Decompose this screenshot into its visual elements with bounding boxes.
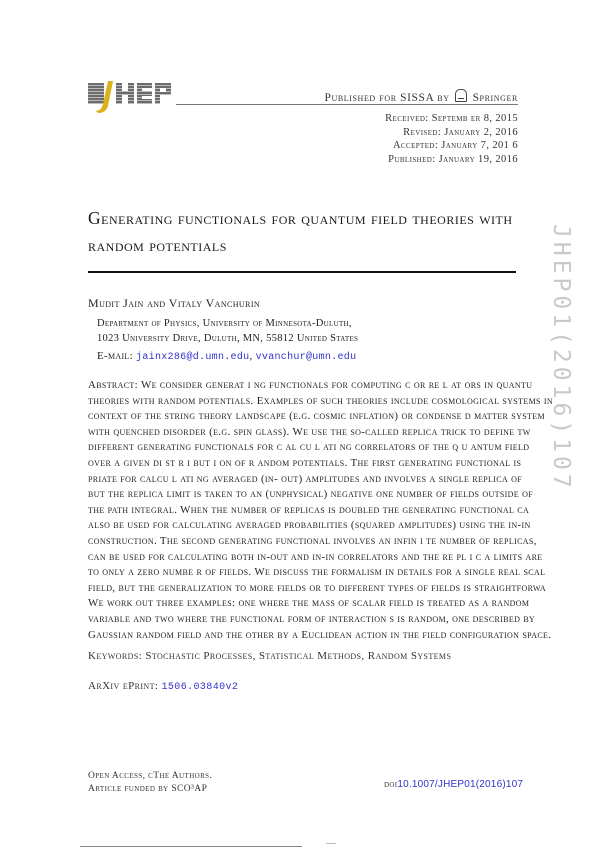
date-revised	[385, 126, 518, 140]
date-value: Septemb er 8, 2015	[431, 113, 518, 124]
header-rule	[176, 104, 518, 105]
keywords-label: Keywords:	[88, 650, 143, 662]
date-label: Published:	[388, 153, 436, 165]
doi-label: doi	[384, 780, 398, 790]
publication-dates	[385, 112, 518, 166]
email-link-2[interactable]: vvanchur@umn.edu	[255, 352, 357, 363]
date-label: Revised:	[403, 126, 442, 138]
date-value: January 19, 2016	[438, 153, 518, 165]
published-for-text: Published for SISSA by	[324, 92, 450, 104]
affiliation	[97, 316, 358, 346]
funded-by-text: Article funded by SCO³AP	[88, 783, 208, 794]
abstract-line: context of the string theory landscape (e.g. cosmic inflation) or condense d matter system	[88, 410, 545, 423]
side-watermark: JHEP01(2016)107	[548, 224, 574, 492]
abstract-line: also be used for calculating averaged probabilities (squared amplitudes) using the in-in	[88, 519, 531, 532]
doi-link[interactable]: 10.1007/JHEP01(2016)107	[397, 779, 524, 790]
abstract-line	[88, 378, 600, 394]
email-separator: ,	[249, 350, 253, 362]
title-rule	[88, 271, 516, 273]
keywords-value: Stochastic Processes, Statistical Methods, Random Systems	[145, 650, 452, 662]
jhep-logo	[88, 80, 174, 118]
open-access-note	[88, 770, 212, 795]
springer-horse-icon	[455, 89, 467, 102]
affiliation-line-2: 1023 University Drive, Duluth, MN, 55812 United States	[97, 333, 359, 344]
date-value: January 2, 2016	[444, 126, 518, 138]
abstract-line: variable and two where the functional form of interaction s is random, one described by	[88, 612, 536, 625]
date-label: Accepted:	[392, 140, 439, 152]
footer-rule	[80, 846, 302, 847]
abstract-line: with quenched disorder (e.g. spin glass). We use the so-called replica trick to define tw	[88, 425, 531, 438]
open-access-text: Open Access, cThe Authors.	[88, 771, 213, 781]
abstract-line: the path integral. When the number of replicas is doubled the generating functional ca	[88, 503, 530, 516]
abstract-line: different generating functionals for c al cu l ati ng correlators of the q u antum field	[88, 441, 530, 454]
title-line-2: random potentials	[88, 235, 227, 255]
affiliation-line-1: Department of Physics, University of Minnesota-Duluth,	[97, 318, 352, 329]
date-value: January 7, 201 6	[441, 140, 518, 152]
date-received	[385, 112, 518, 126]
abstract-text: We consider generat i ng functionals for computing c or re l at ors in quantu	[140, 379, 533, 391]
email-block	[97, 350, 356, 363]
arxiv-link[interactable]: 1506.03840v2	[161, 682, 239, 693]
date-published	[385, 153, 518, 167]
title-line-1: Generating functionals for quantum field theories with	[88, 208, 513, 228]
doi	[384, 779, 523, 790]
abstract-line: construction. The second generating functional involves an infin i te number of replicas,	[88, 534, 537, 547]
abstract-line: over a given di st r i but i on of r andom potentials. The first generating functional is	[88, 456, 522, 469]
abstract-line: can be used for calculating both in-out and in-in correlators and the re pl i c a limits are	[88, 550, 543, 563]
abstract-line: Gaussian random field and the other by a Euclidean action in the field configuration space.	[88, 628, 552, 641]
date-label: Received:	[385, 113, 429, 124]
arxiv-label: ArXiv ePrint:	[88, 680, 159, 692]
keywords	[88, 650, 451, 662]
publisher-name: Springer	[472, 92, 518, 104]
abstract-label: Abstract:	[88, 379, 139, 391]
abstract-line: We work out three examples: one where the mass of scalar field is treated as a random	[88, 597, 530, 610]
abstract-line: to only a zero numbe r of fields. We discuss the formalism in details for a single real scal	[88, 566, 546, 579]
email-link-1[interactable]: jainx286@d.umn.edu	[136, 352, 250, 363]
arxiv-eprint	[88, 680, 238, 693]
abstract-line: priate for calcu l ati ng averaged (in- out) amplitudes and involves a single replica of	[88, 472, 523, 485]
abstract-line: theories with random potentials. Examples of such theories include cosmological systems in	[88, 394, 554, 407]
authors: Mudit Jain and Vitaly Vanchurin	[88, 296, 261, 310]
published-for	[324, 89, 518, 104]
footer-mark	[326, 843, 336, 844]
jhep-logo-graphic	[88, 80, 174, 118]
abstract	[88, 378, 600, 643]
email-label: E-mail:	[97, 350, 133, 362]
abstract-line: but the replica limit is taken to an (unphysical) negative one number of fields outside of	[88, 488, 534, 501]
paper-title	[88, 205, 600, 259]
date-accepted	[385, 139, 518, 153]
abstract-line: field, but the generalization to more fields or to different types of fields is straightforwa	[88, 581, 546, 594]
